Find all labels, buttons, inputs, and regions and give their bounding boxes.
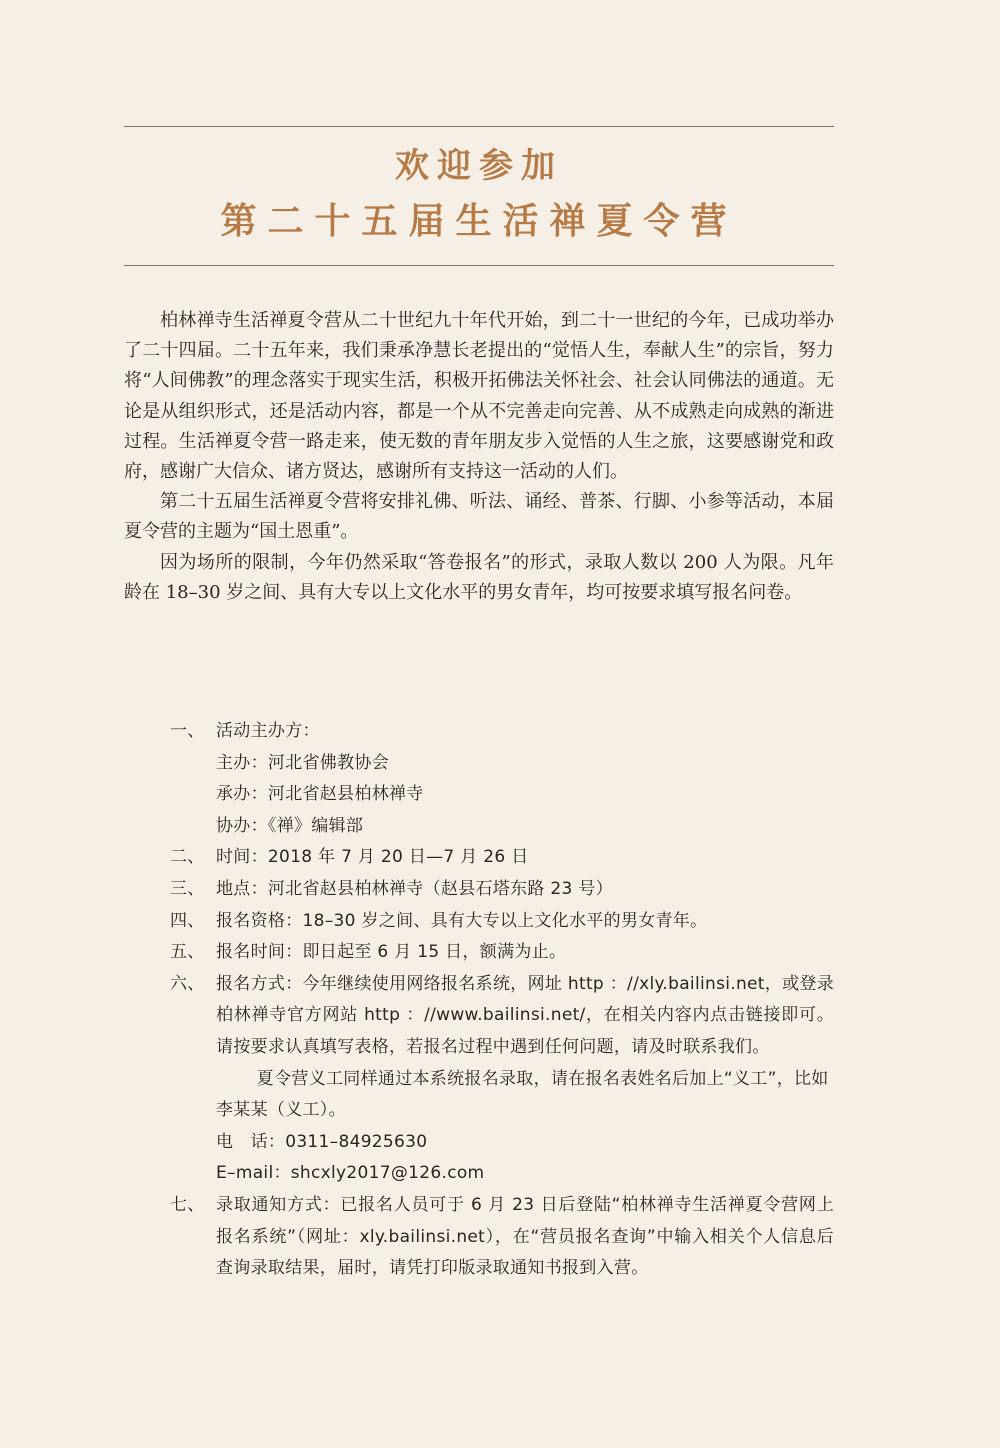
intro-paragraph: 第二十五届生活禅夏令营将安排礼佛、听法、诵经、普茶、行脚、小参等活动，本届夏令营的主题为“国土恩重”。 — [124, 491, 834, 543]
item-text: 报名时间：即日起至 6 月 15 日，额满为止。 — [216, 942, 567, 963]
item-number: 七、 — [170, 1194, 205, 1215]
info-list — [170, 716, 834, 1285]
item-text: 报名资格：18–30 岁之间、具有大专以上文化水平的男女青年。 — [216, 910, 708, 931]
info-item-location — [170, 874, 834, 906]
item-text: 录取通知方式：已报名人员可于 6 月 23 日后登陆“柏林禅寺生活禅夏令营网上报名系统”（网址：xly.bailinsi.net），在“营员报名查询”中输入相关个人信息后查询录取结果，届时，请凭打印版录取通知书报到入营。 — [216, 1194, 834, 1279]
page-title-line1: 欢迎参加 — [395, 146, 563, 186]
intro-paragraph: 柏林禅寺生活禅夏令营从二十世纪九十年代开始，到二十一世纪的今年，已成功举办了二十四届。二十五年来，我们秉承净慧长老提出的“觉悟人生，奉献人生”的宗旨，努力将“人间佛教”的理念落实于现实生活，积极开拓佛法关怀社会、社会认同佛法的通道。无论是从组织形式，还是活动内容，都是一个从不完善走向完善、从不成熟走向成熟的渐进过程。生活禅夏令营一路走来，使无数的青年朋友步入觉悟的人生之旅，这要感谢党和政府，感谢广大信众、诸方贤达，感谢所有支持这一活动的人们。 — [124, 310, 834, 483]
volunteer-note: 夏令营义工同样通过本系统报名录取，请在报名表姓名后加上“义工”，比如李某某（义工）。 — [216, 1068, 829, 1121]
item-number: 三、 — [170, 878, 205, 899]
info-item-method — [170, 969, 834, 1064]
contact-email: E–mail：shcxly2017@126.com — [216, 1163, 485, 1184]
contact-phone: 电 话：0311–84925630 — [216, 1131, 428, 1152]
intro-section — [124, 306, 834, 608]
item-label: 活动主办方： — [216, 721, 320, 741]
top-divider — [124, 126, 834, 127]
page-title-line2: 第二十五届生活禅夏令营 — [220, 200, 738, 242]
bottom-divider — [124, 265, 834, 266]
organizer-co-organizer: 协办：《禅》编辑部 — [216, 815, 364, 836]
organizer-undertaker: 承办：河北省赵县柏林禅寺 — [216, 784, 424, 805]
info-item-period — [170, 937, 834, 969]
item-number: 一、 — [170, 721, 205, 741]
organizer-host: 主办：河北省佛教协会 — [216, 752, 389, 773]
info-item-eligibility — [170, 906, 834, 938]
item-text: 报名方式：今年继续使用网络报名系统，网址 http ：//xly.bailinsi.net，或登录柏林禅寺官方网站 http ：//www.bailinsi.net/，在相关内容内点击链接即可。请按要求认真填写表格，若报名过程中遇到任何问题，请及时联系我们。 — [216, 973, 834, 1057]
item-number: 四、 — [170, 910, 205, 931]
info-item-time — [170, 842, 834, 874]
info-item-organizers — [170, 716, 834, 748]
item-number: 五、 — [170, 942, 205, 963]
item-text: 时间：2018 年 7 月 20 日—7 月 26 日 — [216, 847, 529, 868]
item-number: 六、 — [170, 973, 205, 994]
intro-paragraph: 因为场所的限制，今年仍然采取“答卷报名”的形式，录取人数以 200 人为限。凡年龄在 18–30 岁之间、具有大专以上文化水平的男女青年，均可按要求填写报名问卷。 — [124, 551, 834, 603]
info-item-notification — [170, 1190, 834, 1285]
item-number: 二、 — [170, 847, 205, 868]
item-text: 地点：河北省赵县柏林禅寺（赵县石塔东路 23 号） — [216, 878, 613, 899]
